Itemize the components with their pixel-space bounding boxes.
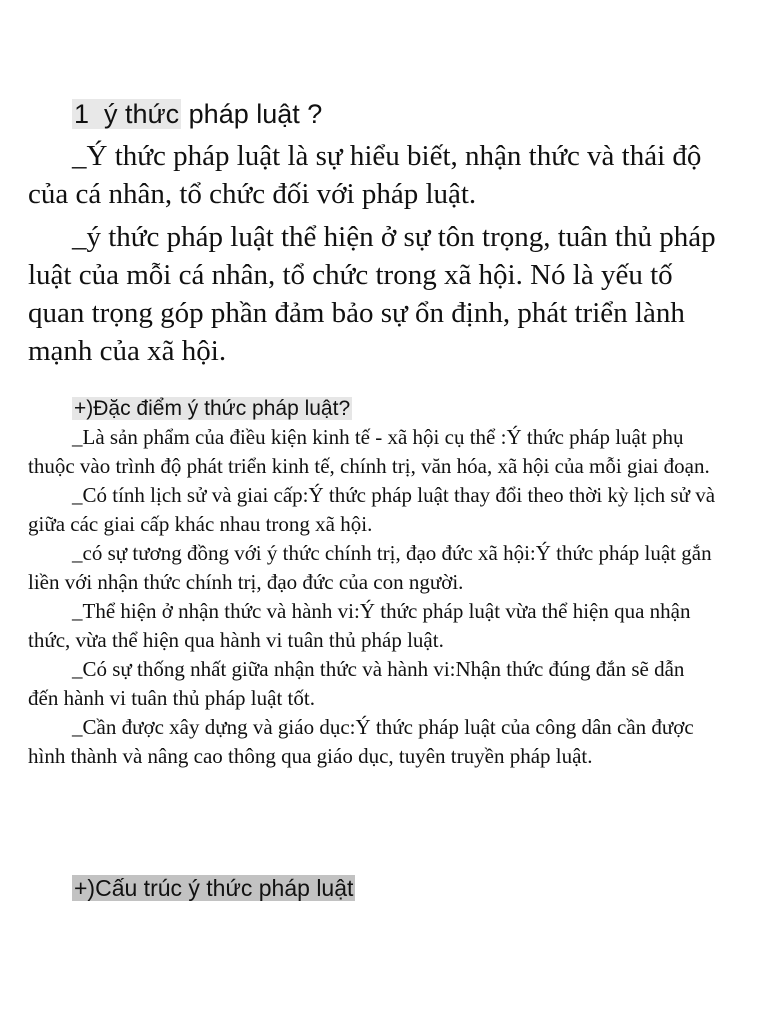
- feature-item: _Là sản phẩm của điều kiện kinh tế - xã hội cụ thể :Ý thức pháp luật phụ thuộc vào trình độ phát triển kinh tế, chính trị, văn hóa, xã hội của mỗi giai đoạn.: [28, 425, 710, 478]
- feature-item: _Cần được xây dựng và giáo dục:Ý thức pháp luật của công dân cần được hình thành và nâng cao thông qua giáo dục, tuyên truyền pháp luật.: [28, 715, 694, 768]
- feature-item: _Thể hiện ở nhận thức và hành vi:Ý thức pháp luật vừa thể hiện qua nhận thức, vừa thể hiện qua hành vi tuân thủ pháp luật.: [28, 599, 691, 652]
- feature-item: _Có sự thống nhất giữa nhận thức và hành vi:Nhận thức đúng đắn sẽ dẫn đến hành vi tuân thủ pháp luật tốt.: [28, 657, 685, 710]
- intro-paragraph-1: [28, 137, 728, 213]
- intro-text-2: _ý thức pháp luật thể hiện ở sự tôn trọng, tuân thủ pháp luật của mỗi cá nhân, tổ chức trong xã hội. Nó là yếu tố quan trọng góp phần đảm bảo sự ổn định, phát triển lành mạnh của xã hội.: [28, 221, 716, 367]
- feature-item: _Có tính lịch sử và giai cấp:Ý thức pháp luật thay đổi theo thời kỳ lịch sử và giữa các giai cấp khác nhau trong xã hội.: [28, 483, 716, 536]
- structure-heading: [72, 873, 355, 903]
- heading-title-part2: pháp luật ?: [188, 99, 323, 129]
- main-heading: [72, 94, 322, 134]
- heading-title-part1: ý thức: [104, 99, 180, 129]
- structure-heading-text: +)Cấu trúc ý thức pháp luật: [74, 875, 354, 901]
- features-heading-text: +)Đặc điểm ý thức pháp luật?: [74, 397, 351, 420]
- intro-paragraph-2: [28, 218, 728, 370]
- main-heading-highlight: [72, 99, 181, 129]
- intro-text-1: _Ý thức pháp luật là sự hiểu biết, nhận thức và thái độ của cá nhân, tổ chức đối với pháp luật.: [28, 140, 702, 210]
- features-list: [28, 423, 718, 771]
- features-heading: [72, 394, 352, 424]
- heading-number: 1: [74, 99, 90, 129]
- feature-item: _có sự tương đồng với ý thức chính trị, đạo đức xã hội:Ý thức pháp luật gắn liền với nhận thức chính trị, đạo đức của con người.: [28, 541, 712, 594]
